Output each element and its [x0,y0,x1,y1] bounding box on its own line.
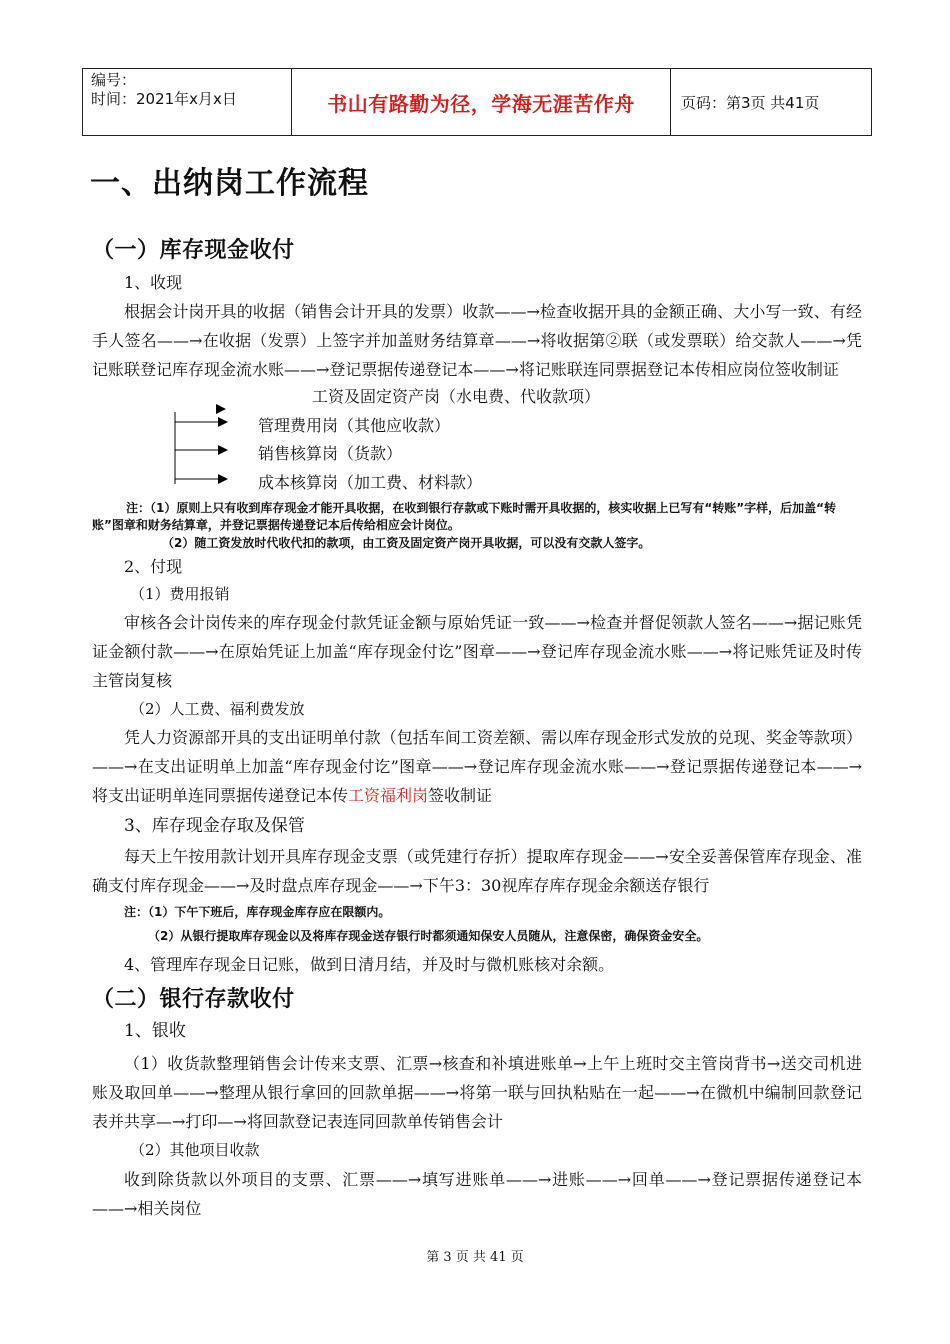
number-label: 编号： [91,71,137,89]
branch-first: 工资及固定资产岗（水电费、代收款项） [312,387,601,406]
branch-2: 成本核算岗（加工费、材料款） [258,473,483,492]
page-footer: 第 3 页 共 41 页 [426,1250,524,1265]
section1-p1: 根据会计岗开具的收据（销售会计开具的发票）收款——→检查收据开具的金额正确、大小写一致、有经手人签名——→在收据（发票）上签字并加盖财务结算章——→将收据第②联（或发票联）给交款人——→凭记账联登记库存现金流水账——→登记票据传递登记本——→将记账联连同票据登记本传相应岗位签收制证 [92,302,862,379]
page-info: 页码：第3页 共41页 [671,69,872,136]
branch-arrows [170,404,260,488]
section1-sub3: 3、库存现金存取及保管 [124,816,305,836]
date-label: 时间：2021年x月x日 [91,90,237,108]
note-2: （2）随工资发放时代收代扣的款项，由工资及固定资产岗开具收据，可以没有交款人签字。 [162,536,651,550]
p3-text-b: 签收制证 [428,786,493,805]
section1-p3 [92,723,862,810]
section2-sub1: 1、银收 [124,1021,186,1041]
motto: 书山有路勤为径，学海无涯苦作舟 [292,69,671,136]
branch-0: 管理费用岗（其他应收款） [258,416,451,435]
note-4: （2）从银行提取库存现金以及将库存现金送存银行时都须通知保安人员随从，注意保密，确保资金安全。 [148,929,709,943]
section1-sub2-1: （1）费用报销 [130,585,230,603]
section1-sub2: 2、付现 [124,557,183,576]
header-left-cell [83,69,292,136]
note-1: 注：（1）原则上只有收到库存现金才能开具收据，在收到银行存款或下账时需开具收据的，核实收据上已写有“转账”字样，后加盖“转账”图章和财务结算章，并登记票据传递登记本后传给相应会计岗位。 [92,501,837,532]
section2-p1: （1）收货款整理销售会计传来支票、汇票→核查和补填进账单→上午上班时交主管岗背书→送交司机进账及取回单——→整理从银行拿回的回款单据——→将第一联与回执粘贴在一起——→在微机中编制回款登记表并共享—→打印—→将回款登记表连同回款单传销售会计 [92,1054,862,1131]
section1-sub1: 1、收现 [124,273,183,292]
section1-sub2-2: （2）人工费、福利费发放 [130,700,305,718]
header-table [82,68,872,136]
section1-p5: 4、管理库存现金日记账，做到日清月结，并及时与微机账核对余额。 [124,955,615,974]
section2-p2: 收到除货款以外项目的支票、汇票——→填写进账单——→进账——→回单——→登记票据传递登记本——→相关岗位 [92,1170,862,1218]
p3-red-text: 工资福利岗 [348,786,429,805]
section1-title: （一）库存现金收付 [92,238,295,263]
page-title: 一、出纳岗工作流程 [90,166,369,201]
section1-p2: 审核各会计岗传来的库存现金付款凭证金额与原始凭证一致——→检查并督促领款人签名——→据记账凭证金额付款——→在原始凭证上加盖“库存现金付讫”图章——→登记库存现金流水账——→将记账凭证及时传主管岗复核 [92,613,862,690]
section1-p4: 每天上午按用款计划开具库存现金支票（或凭建行存折）提取库存现金——→安全妥善保管库存现金、准确支付库存现金——→及时盘点库存现金——→下午3：30视库存库存现金余额送存银行 [92,847,862,895]
note-3: 注：（1）下午下班后，库存现金库存应在限额内。 [124,905,391,919]
section2-title: （二）银行存款收付 [92,987,295,1012]
section2-sub2: （2）其他项目收款 [130,1141,260,1159]
p3-text-a: 凭人力资源部开具的支出证明单付款（包括车间工资差额、需以库存现金形式发放的兑现、奖金等款项）——→在支出证明单上加盖“库存现金付讫”图章——→登记库存现金流水账——→登记票据传递登记本——→将支出证明单连同票据传递登记本传 [92,728,862,805]
branch-1: 销售核算岗（货款） [258,444,403,463]
